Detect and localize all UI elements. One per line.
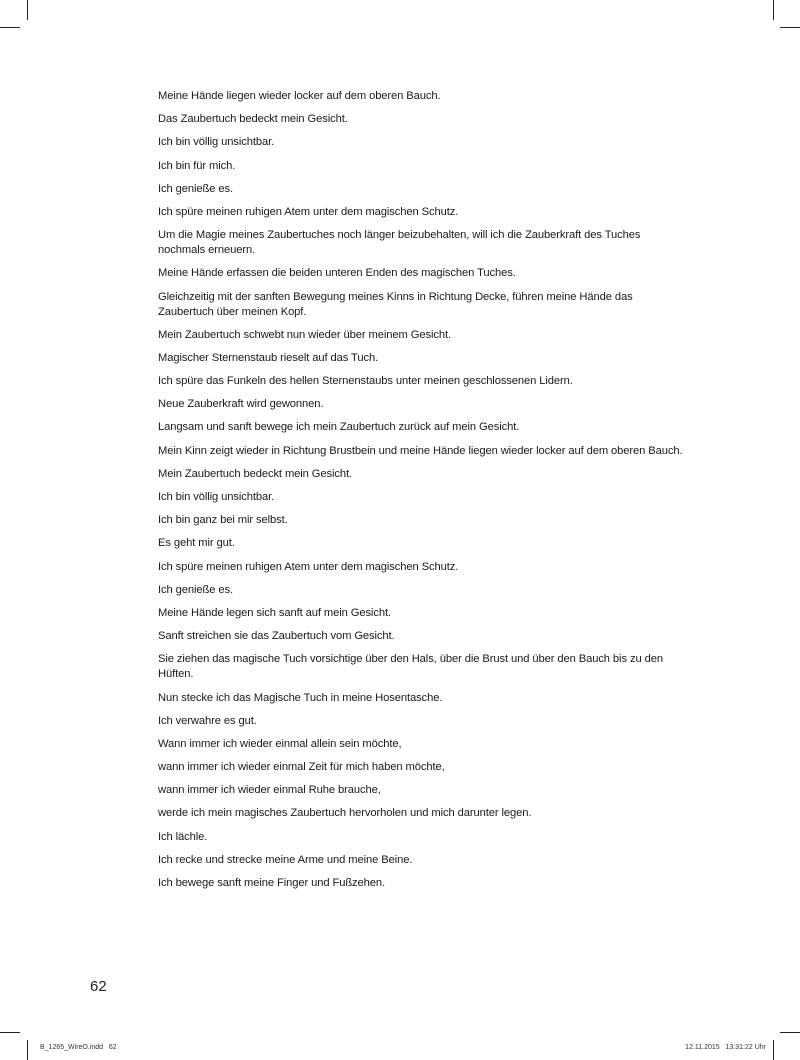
paragraph: wann immer ich wieder einmal Zeit für mich haben möchte, (158, 761, 445, 774)
print-slug-file: B_1265_WireO.indd 62 (40, 1044, 117, 1051)
paragraph: Ich spüre meinen ruhigen Atem unter dem magischen Schutz. (158, 205, 459, 218)
crop-mark-top-left-vertical (27, 0, 28, 20)
paragraph: Ich bin für mich. (158, 159, 236, 172)
paragraph: Nun stecke ich das Magische Tuch in meine Hosentasche. (158, 691, 443, 704)
paragraph: Das Zaubertuch bedeckt mein Gesicht. (158, 113, 348, 126)
paragraph: Ich spüre meinen ruhigen Atem unter dem magischen Schutz. (158, 560, 459, 573)
paragraph: Ich bewege sanft meine Finger und Fußzehen. (158, 877, 386, 889)
paragraph: Meine Hände liegen wieder locker auf dem oberen Bauch. (158, 90, 441, 102)
paragraph: Sie ziehen das magische Tuch vorsichtige über den Hals, über die Brust und über den Bauch bis zu den Hüften. (158, 653, 663, 681)
paragraph: Es geht mir gut. (158, 537, 235, 550)
crop-mark-top-right-horizontal (780, 27, 800, 28)
paragraph: Meine Hände legen sich sanft auf mein Gesicht. (158, 606, 391, 619)
paragraph: Meine Hände erfassen die beiden unteren Enden des magischen Tuches. (158, 267, 516, 280)
paragraph: Wann immer ich wieder einmal allein sein möchte, (158, 737, 402, 750)
print-slug-timestamp: 12.11.2015 13:31:22 Uhr (685, 1044, 766, 1051)
paragraph: Ich bin völlig unsichtbar. (158, 491, 275, 503)
paragraph: Gleichzeitig mit der sanften Bewegung meines Kinns in Richtung Decke, führen meine Hände das Zaubertuch über meinen Kopf. (158, 290, 633, 318)
paragraph: Ich bin völlig unsichtbar. (158, 136, 275, 149)
paragraph: Ich verwahre es gut. (158, 714, 257, 727)
paragraph: Mein Kinn zeigt wieder in Richtung Brustbein und meine Hände liegen wieder locker auf dem oberen Bauch. (158, 444, 683, 457)
paragraph: Ich genieße es. (158, 182, 233, 195)
paragraph: wann immer ich wieder einmal Ruhe brauche, (158, 784, 381, 797)
crop-mark-top-left-horizontal (0, 27, 20, 28)
paragraph: Ich genieße es. (158, 583, 233, 596)
crop-mark-bottom-left-vertical (27, 1040, 28, 1060)
paragraph: Mein Zaubertuch schwebt nun wieder über meinem Gesicht. (158, 328, 451, 341)
paragraph: Sanft streichen sie das Zaubertuch vom Gesicht. (158, 630, 395, 643)
paragraph: Ich lächle. (158, 830, 208, 843)
page-number: 62 (90, 978, 107, 995)
paragraph: Um die Magie meines Zaubertuches noch länger beizubehalten, will ich die Zauberkraft des Tuches nochmals erneuern. (158, 229, 641, 257)
paragraph: Ich spüre das Funkeln des hellen Sternenstaubs unter meinen geschlossenen Lidern. (158, 375, 573, 388)
paragraph: werde ich mein magisches Zaubertuch hervorholen und mich darunter legen. (158, 807, 532, 820)
crop-mark-bottom-left-horizontal (0, 1032, 20, 1033)
paragraph: Mein Zaubertuch bedeckt mein Gesicht. (158, 467, 353, 480)
paragraph: Neue Zauberkraft wird gewonnen. (158, 398, 324, 411)
paragraph: Ich recke und strecke meine Arme und meine Beine. (158, 853, 413, 866)
crop-mark-bottom-right-horizontal (780, 1032, 800, 1033)
body-text (158, 89, 688, 899)
crop-mark-bottom-right-vertical (773, 1040, 774, 1060)
paragraph: Ich bin ganz bei mir selbst. (158, 514, 288, 527)
paragraph: Magischer Sternenstaub rieselt auf das Tuch. (158, 351, 379, 364)
paragraph: Langsam und sanft bewege ich mein Zaubertuch zurück auf mein Gesicht. (158, 421, 520, 434)
crop-mark-top-right-vertical (773, 0, 774, 20)
